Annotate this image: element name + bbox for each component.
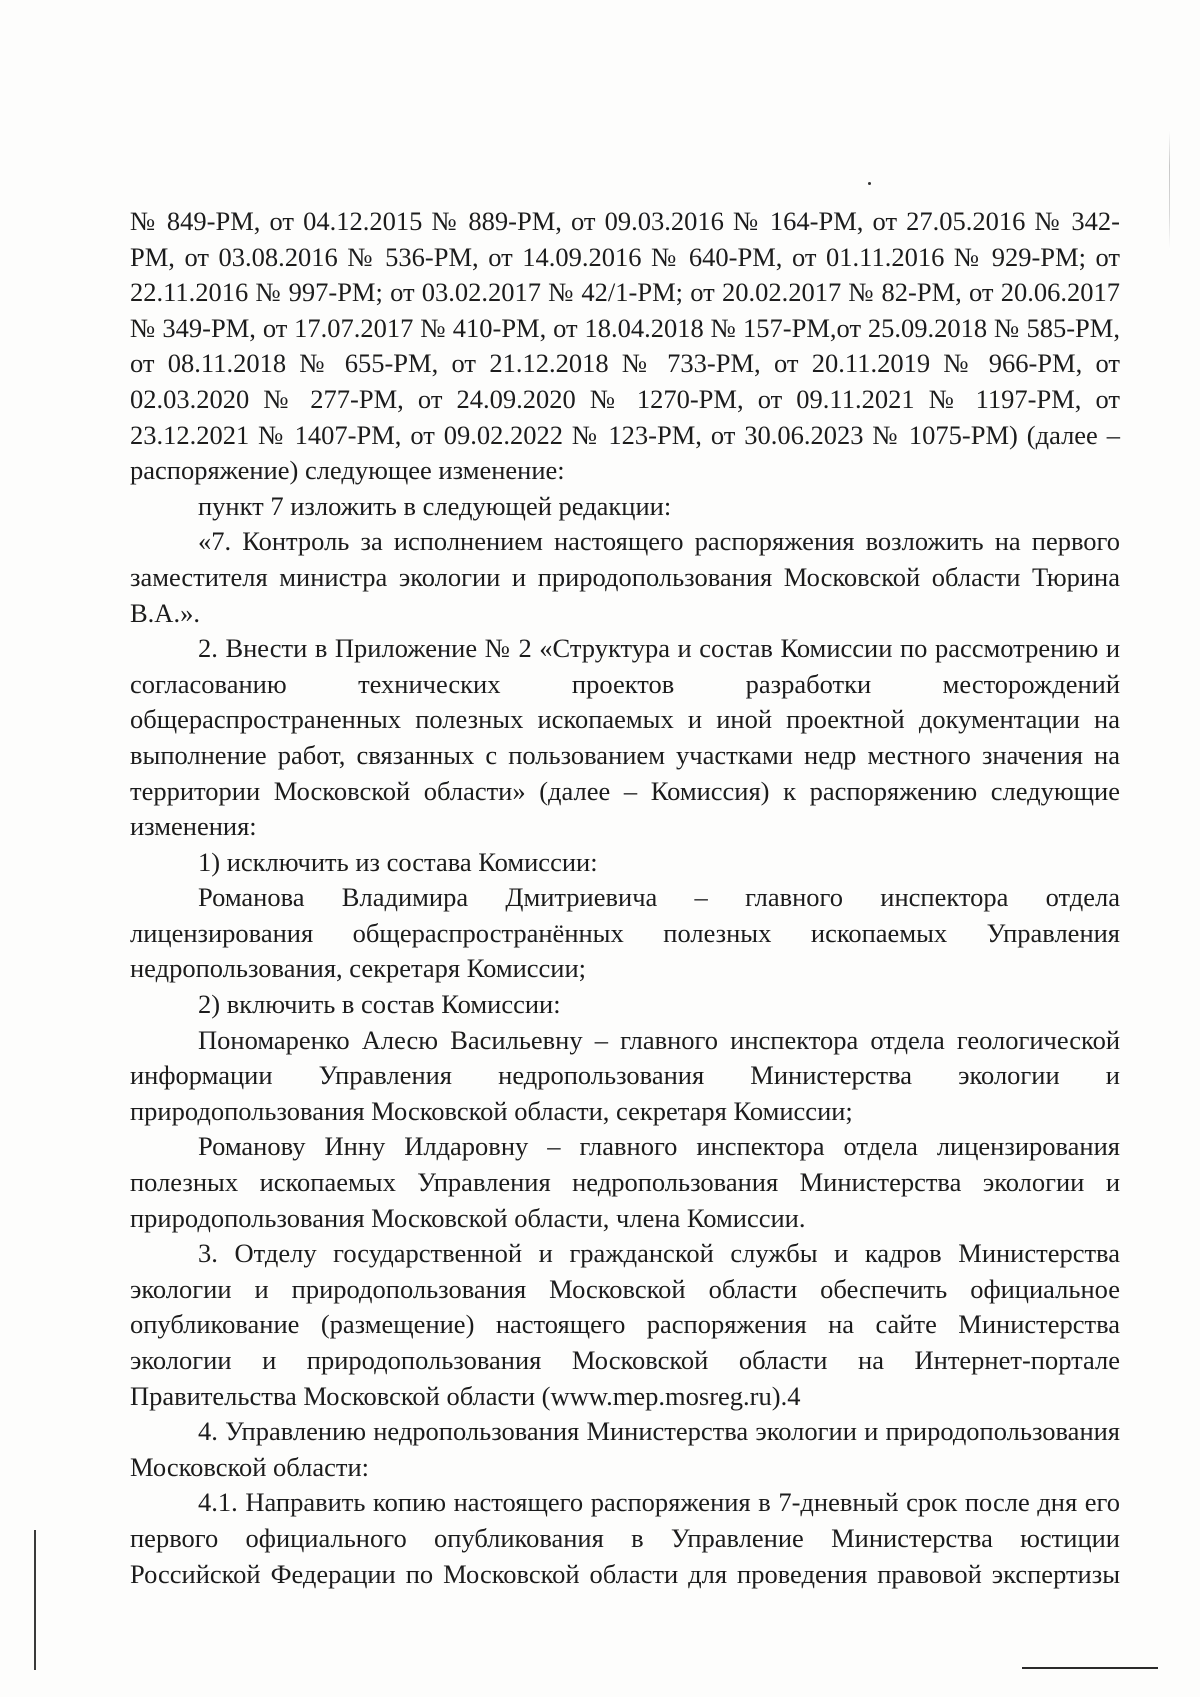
- paragraph-include-member-2: Романову Инну Илдаровну – главного инспектора отдела лицензирования полезных ископаемых Управления недропользования Министерства экологии и природопользования Московской области, члена Комиссии.: [130, 1131, 1120, 1233]
- paragraph-include-heading: 2) включить в состав Комиссии:: [198, 989, 561, 1020]
- paragraph-point-2: 2. Внести в Приложение № 2 «Структура и состав Комиссии по рассмотрению и согласованию технических проектов разработки месторождений общераспространенных полезных ископаемых и иной проектной документации на выполнение работ, связанных с пользованием участками недр местного значения на территории Московской области» (далее – Комиссия) к распоряжению следующие изменения:: [130, 633, 1120, 842]
- paragraph-item-7-intro: пункт 7 изложить в следующей редакции:: [198, 490, 672, 521]
- scan-edge-mark: [1022, 1667, 1158, 1669]
- document-body: [130, 204, 1120, 1592]
- scan-edge-mark: [1169, 130, 1170, 250]
- paragraph-point-4-1: 4.1. Направить копию настоящего распоряжения в 7-дневный срок после дня его первого официального опубликования в Управление Министерства юстиции Российской Федерации по Московской области для проведения правовой экспертизы: [130, 1487, 1120, 1589]
- paragraph-exclude-member: Романова Владимира Дмитриевича – главного инспектора отдела лицензирования общераспространённых полезных ископаемых Управления недропользования, секретаря Комиссии;: [130, 882, 1120, 984]
- scan-edge-mark: [34, 1530, 36, 1670]
- paragraph-item-7-text: «7. Контроль за исполнением настоящего распоряжения возложить на первого заместителя министра экологии и природопользования Московской области Тюрина В.А.».: [130, 526, 1120, 628]
- paragraph-point-3: 3. Отделу государственной и гражданской службы и кадров Министерства экологии и природопользования Московской области обеспечить официальное опубликование (размещение) настоящего распоряжения на сайте Министерства экологии и природопользования Московской области на Интернет-портале Правительства Московской области (www.mep.mosreg.ru).4: [130, 1238, 1120, 1411]
- scan-speck: [868, 182, 871, 185]
- paragraph-point-4: 4. Управлению недропользования Министерства экологии и природопользования Московской области:: [130, 1416, 1120, 1482]
- paragraph-include-member-1: Пономаренко Алесю Васильевну – главного инспектора отдела геологической информации Управления недропользования Министерства экологии и природопользования Московской области, секретаря Комиссии;: [130, 1024, 1120, 1126]
- paragraph-amendments-list: № 849-РМ, от 04.12.2015 № 889-РМ, от 09.03.2016 № 164-РМ, от 27.05.2016 № 342-РМ, от 03.08.2016 № 536-РМ, от 14.09.2016 № 640-РМ, от 01.11.2016 № 929-РМ; от 22.11.2016 № 997-РМ; от 03.02.2017 № 42/1-РМ; от 20.02.2017 № 82-РМ, от 20.06.2017 № 349-РМ, от 17.07.2017 № 410-РМ, от 18.04.2018 № 157-РМ,от 25.09.2018 № 585-РМ, от 08.11.2018 № 655-РМ, от 21.12.2018 № 733-РМ, от 20.11.2019 № 966-РМ, от 02.03.2020 № 277-РМ, от 24.09.2020 № 1270-РМ, от 09.11.2021 № 1197-РМ, от 23.12.2021 № 1407-РМ, от 09.02.2022 № 123-РМ, от 30.06.2023 № 1075-РМ) (далее – распоряжение) следующее изменение:: [130, 206, 1120, 486]
- paragraph-exclude-heading: 1) исключить из состава Комиссии:: [198, 846, 598, 877]
